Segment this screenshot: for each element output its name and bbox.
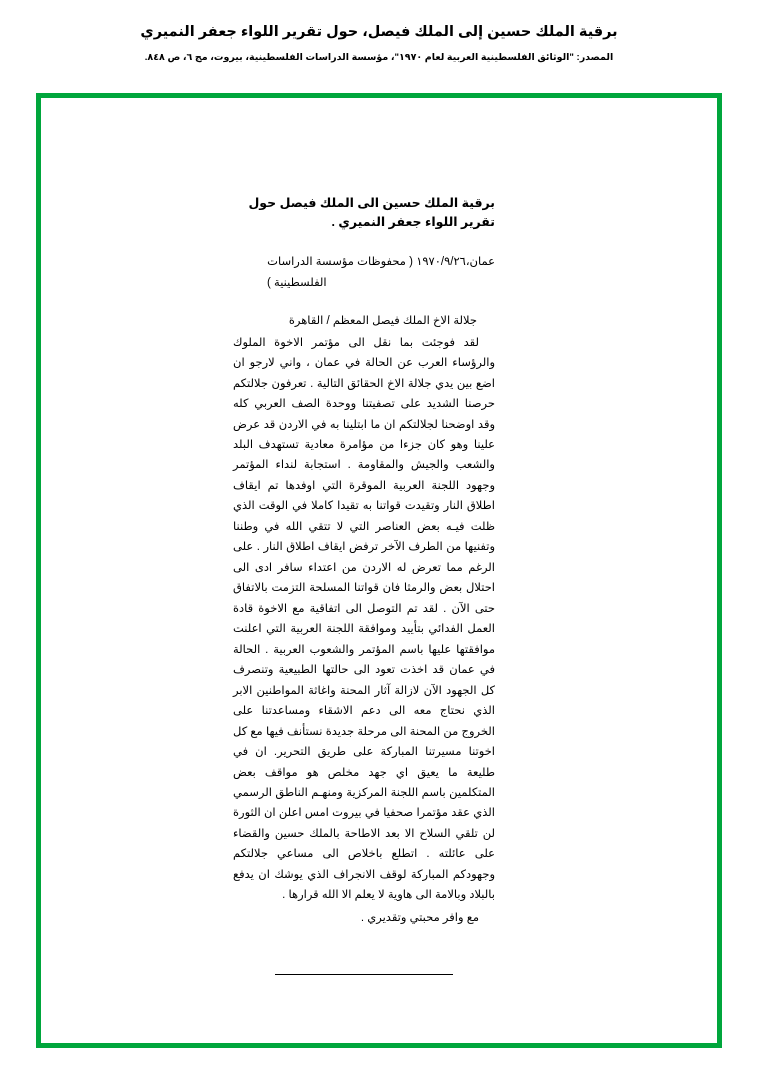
document-salutation: جلالة الاخ الملك فيصل المعظم / القاهرة: [288, 314, 477, 327]
document-body-area: [41, 98, 717, 1043]
archive-note-open: ( محفوظات مؤسسة الدراسات: [267, 255, 413, 268]
page-source-citation: المصدر: "الوثائق الفلسطينية العربية لعام ١٩٧٠"، مؤسسة الدراسات الفلسطينية، بيروت، مج ٦، ص ٨٤٨.: [144, 52, 614, 64]
document-place-date: [233, 253, 495, 271]
place-date-text: عمان،١٩٧٠/٩/٢٦: [416, 255, 495, 268]
horizontal-divider: [275, 974, 453, 975]
document-text-column: [233, 194, 495, 928]
document-frame: [36, 93, 722, 1048]
document-title: برقية الملك حسين الى الملك فيصل حول تقرير اللواء جعفر النميري .: [248, 196, 495, 230]
body-paragraph: لقد فوجئت بما نقل الى مؤتمر الاخوة الملوك والرؤساء العرب عن الحالة في عمان ، واني لارجو ان اضع بين يدي جلالة الاخ الحقائق التالية . تعرفون جلالتكم حرصنا الشديد على تصفيتنا ووحدة الصف العربي كله وقد اوضحنا لجلالتكم ان ما ابتلينا به في الاردن قد عرض علينا وهو كان جزءا من مؤامرة معادية تستهدف البلد والشعب والجيش والمقاومة . استجابة لنداء المؤتمر وجهود اللجنة العربية الموقرة التي اوفدها تم ايقاف اطلاق النار وتقيدت قواتنا به تقيدا كاملا في الوقت الذي ظلت فيـه بعض العناصر التي لا تتقي الله في وطننا وتفنيها من الطرف الآخر ترفض ايقاف اطلاق النار . على الرغم مما تعرض له الاردن من اعتداء سافر ادى الى احتلال بعض والرمثا فان قواتنا المسلحة التزمت بالاتفاق حتى الآن . لقد تم التوصل الى اتفاقية مع الاخوة قادة العمل الفدائي بتأييد وموافقة اللجنة العربية التي اعلنت موافقتها عليها باسم المؤتمر والشعوب العربية . الحالة في عمان قد اخذت تعود الى حالتها الطبيعية وتنصرف كل الجهود الآن لازالة آثار المحنة واغاثة المواطنين الابر الذي نحتاج معه الى دعم الاشقاء ومساعدتنا على الخروج من المحنة الى مرحلة جديدة نستأنف فيها مع كل اخوتنا مسيرتنا المباركة على طريق التحرير. ان في طليعة ما يعيق اي جهد مخلص هو مواقف بعض المتكلمين باسم اللجنة المركزية ومنهـم الناطق الرسمي الذي عقد مؤتمرا صحفيا في بيروت امس اعلن ان الثورة لن تلقي السلاح الا بعد الاطاحة بالملك حسين والقضاء على عائلته . اتطلع باخلاص الى مساعي جلالتكم وجهودكم المباركة لوقف الانجراف الذي يوشك ان يدفع بالبلاد وبالامة الى هاوية لا يعلم الا الله قرارها .: [233, 336, 495, 902]
document-body-text: [233, 333, 495, 906]
document-closing: مع وافر محبتي وتقديري .: [360, 911, 479, 924]
page-header: [0, 0, 758, 65]
archive-note-close: الفلسطينية ): [267, 277, 327, 290]
page-title: برقية الملك حسين إلى الملك فيصل، حول تقرير اللواء جعفر النميري: [140, 24, 618, 40]
